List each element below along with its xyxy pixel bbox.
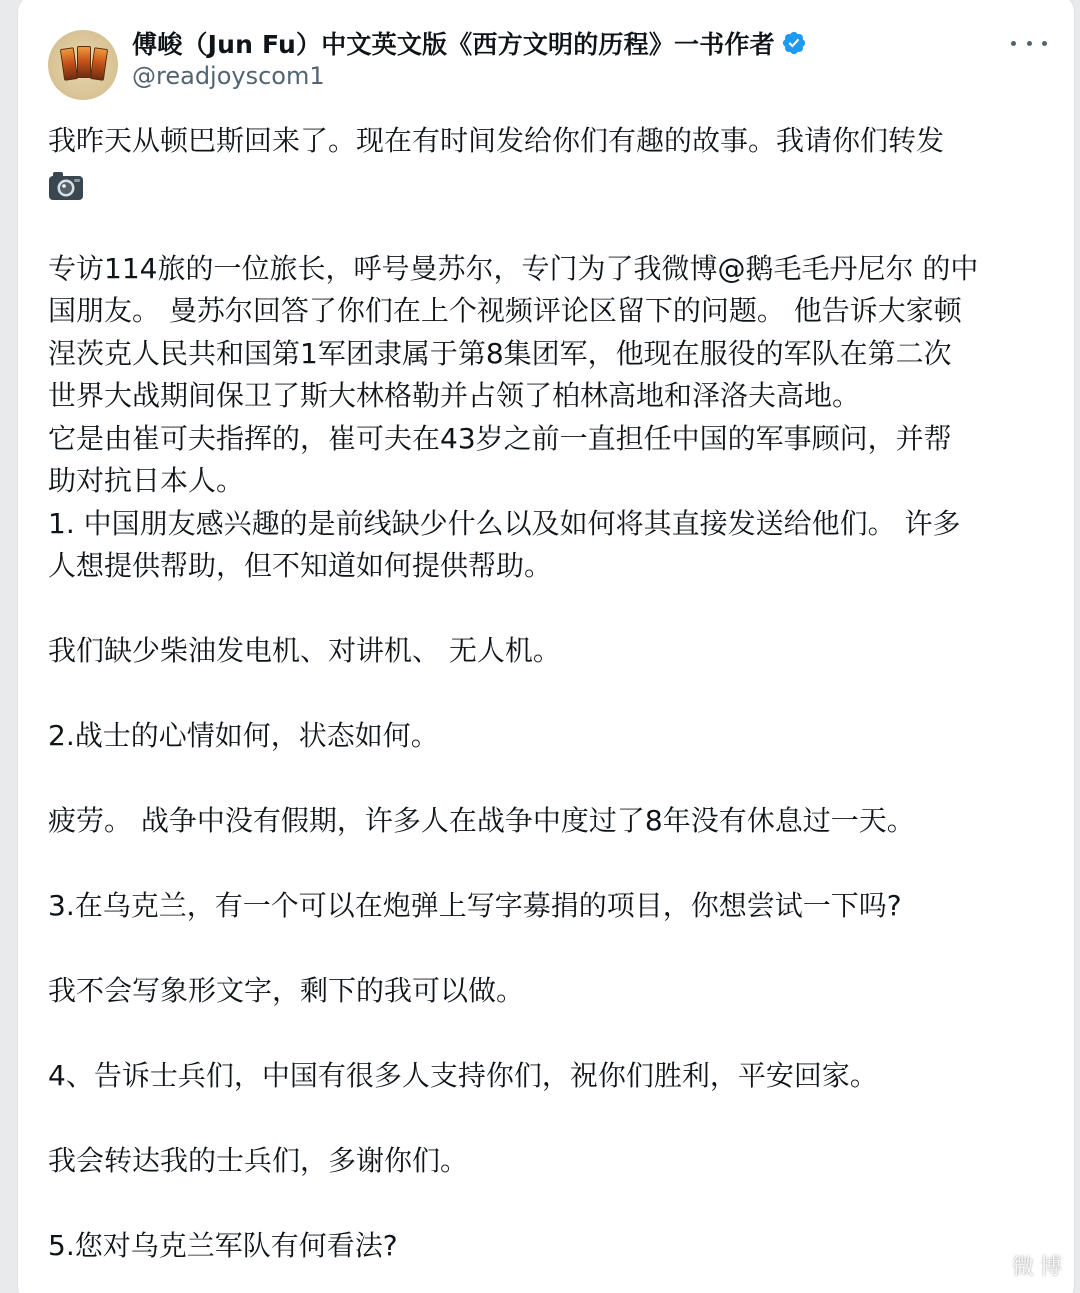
avatar-book-image [90,47,108,81]
avatar-book-image [60,47,78,81]
tweet-line [48,1098,1048,1141]
more-horizontal-icon[interactable] [1011,33,1047,53]
tweet-line: 它是由崔可夫指挥的，崔可夫在43岁之前一直担任中国的军事顾问，并帮 [48,421,952,455]
more-dot [1042,41,1047,46]
more-dot [1027,41,1032,46]
avatar[interactable] [48,30,118,100]
tweet-body [48,120,1048,1268]
tweet-line: 世界大战期间保卫了斯大林格勒并占领了柏林高地和泽洛夫高地。 [48,379,861,412]
tweet-line [48,928,1048,971]
tweet-line [48,843,1048,886]
tweet-line: 我们缺少柴油发电机、对讲机、 无人机。 [48,634,561,667]
more-dot [1011,41,1016,46]
watermark: 微博 [1011,1255,1068,1280]
tweet-line: 4、告诉士兵们，中国有很多人支持你们，祝你们胜利，平安回家。 [48,1059,878,1092]
tweet-line [48,673,1048,716]
tweet-line: 国朋友。 曼苏尔回答了你们在上个视频评论区留下的问题。 他告诉大家顿 [48,294,962,327]
tweet-line: 疲劳。 战争中没有假期，许多人在战争中度过了8年没有休息过一天。 [48,804,915,837]
tweet-line [48,1013,1048,1056]
author-display-name[interactable]: 傅峻（Jun Fu）中文英文版《西方文明的历程》一书作者 [132,30,775,59]
author-handle[interactable]: @readjoyscom1 [132,62,325,90]
camera-emoji-icon [48,171,84,201]
tweet-line [48,163,1048,206]
author-line [132,25,807,61]
tweet-line: 1. 中国朋友感兴趣的是前线缺少什么以及如何将其直接发送给他们。 许多 [48,506,961,540]
tweet-line: 助对抗日本人。 [48,464,245,497]
tweet-line [48,1183,1048,1226]
tweet-line: 我不会写象形文字，剩下的我可以做。 [48,974,525,1007]
tweet-line: 我会转达我的士兵们，多谢你们。 [48,1144,469,1177]
tweet-line: 2.战士的心情如何，状态如何。 [48,719,439,752]
tweet-line: 5.您对乌克兰军队有何看法? [48,1229,398,1262]
tweet-line [48,205,1048,248]
avatar-book-image [77,46,91,78]
verified-badge-icon [781,30,807,56]
tweet-line: 3.在乌克兰，有一个可以在炮弹上写字募捐的项目，你想尝试一下吗? [48,889,902,922]
tweet-line: 我昨天从顿巴斯回来了。现在有时间发给你们有趣的故事。我请你们转发 [48,124,945,157]
tweet-line [48,758,1048,801]
tweet-line: 专访114旅的一位旅长，呼号曼苏尔，专门为了我微博@鹅毛毛丹尼尔 的中 [48,251,979,285]
tweet-line: 人想提供帮助，但不知道如何提供帮助。 [48,549,553,582]
tweet-line: 涅茨克人民共和国第1军团隶属于第8集团军，他现在服役的军队在第二次 [48,336,952,370]
tweet-line [48,588,1048,631]
